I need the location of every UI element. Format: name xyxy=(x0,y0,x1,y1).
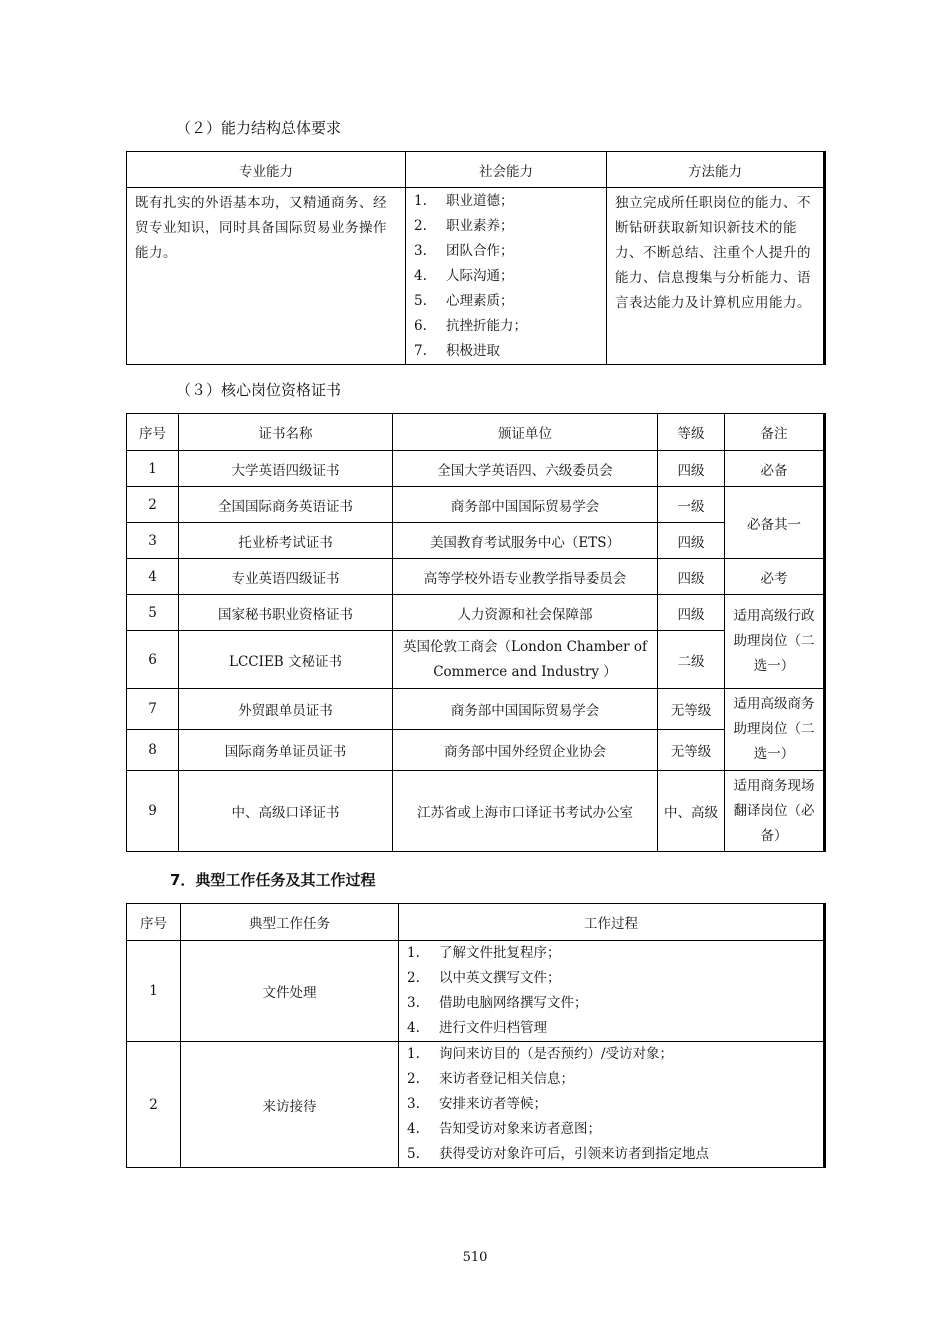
process-list xyxy=(399,1042,823,1167)
table-row: 2 全国国际商务英语证书 商务部中国国际贸易学会 一级 必备其一 xyxy=(127,487,825,523)
list-item: 7. 积极进取 xyxy=(414,343,500,359)
list-item: 1. 询问来访目的（是否预约）/受访对象； xyxy=(407,1046,674,1062)
list-item: 4. 告知受访对象来访者意图； xyxy=(407,1121,601,1137)
social-ability-list xyxy=(406,188,606,364)
list-item: 2. 以中英文撰写文件； xyxy=(407,970,561,986)
section3-heading: （３）核心岗位资格证书 xyxy=(176,381,342,399)
table-row: 5 国家秘书职业资格证书 人力资源和社会保障部 四级 适用高级行政助理岗位（二选一） xyxy=(127,595,825,631)
method-ability-text: 独立完成所任职岗位的能力、不断钻研获取新知识新技术的能力、不断总结、注重个人提升的能力、信息搜集与分析能力、语言表达能力及计算机应用能力。 xyxy=(615,195,811,311)
professional-ability-text: 既有扎实的外语基本功，又精通商务、经贸专业知识，同时具备国际贸易业务操作能力。 xyxy=(135,195,387,261)
ability-table xyxy=(126,151,826,365)
header-notes: 备注 xyxy=(725,414,825,451)
page-number: 510 xyxy=(462,1250,488,1265)
list-item: 2. 职业素养； xyxy=(414,218,514,234)
list-item: 2. 来访者登记相关信息； xyxy=(407,1071,574,1087)
note-cell: 适用高级行政助理岗位（二选一） xyxy=(733,608,815,674)
list-item: 6. 抗挫折能力； xyxy=(414,318,527,334)
list-item: 1. 了解文件批复程序； xyxy=(407,945,561,961)
section7-heading: 7．典型工作任务及其工作过程 xyxy=(170,871,376,889)
task-table xyxy=(126,903,826,1168)
certificate-table xyxy=(126,413,826,852)
list-item: 3. 团队合作； xyxy=(414,243,514,259)
header-issuer: 颁证单位 xyxy=(393,414,658,451)
header-social: 社会能力 xyxy=(406,152,607,188)
note-cell: 适用商务现场翻译岗位（必备） xyxy=(733,777,815,844)
header-no: 序号 xyxy=(127,414,179,451)
list-item: 4. 进行文件归档管理 xyxy=(407,1020,547,1036)
table-row: 3 托业桥考试证书 美国教育考试服务中心（ETS） 四级 xyxy=(127,523,825,559)
list-item: 3. 借助电脑网络撰写文件； xyxy=(407,995,588,1011)
note-cell: 必备其一 xyxy=(725,487,825,559)
header-level: 等级 xyxy=(658,414,725,451)
table-row: 1 大学英语四级证书 全国大学英语四、六级委员会 四级 必备 xyxy=(127,451,825,487)
header-task: 典型工作任务 xyxy=(181,904,399,941)
process-list xyxy=(399,941,823,1041)
note-cell: 必备 xyxy=(725,451,825,487)
list-item: 5. 获得受访对象许可后，引领来访者到指定地点 xyxy=(407,1146,709,1162)
list-item: 1. 职业道德； xyxy=(414,193,514,209)
table-row: 7 外贸跟单员证书 商务部中国国际贸易学会 无等级 适用高级商务助理岗位（二选一） xyxy=(127,689,825,730)
table-row: 9 中、高级口译证书 江苏省或上海市口译证书考试办公室 中、高级 适用商务现场翻译岗位（必备） xyxy=(127,771,825,852)
table-row: 2 来访接待 1. 询问来访目的（是否预约）/受访对象； 2. 来访者登记相关信息； 3. 安排来访者等候； 4. 告知受访对象来访者意图； 5. 获得受访对象许可后，引领来访者到指定地点 xyxy=(127,1042,825,1168)
note-cell: 必考 xyxy=(725,559,825,595)
header-professional: 专业能力 xyxy=(127,152,406,188)
list-item: 5. 心理素质； xyxy=(414,293,514,309)
table-row: 8 国际商务单证员证书 商务部中国外经贸企业协会 无等级 xyxy=(127,730,825,771)
list-item: 3. 安排来访者等候； xyxy=(407,1096,547,1112)
header-process: 工作过程 xyxy=(399,904,825,941)
list-item: 4. 人际沟通； xyxy=(414,268,514,284)
note-cell: 适用高级商务助理岗位（二选一） xyxy=(733,696,815,762)
header-no: 序号 xyxy=(127,904,181,941)
table-row: 4 专业英语四级证书 高等学校外语专业教学指导委员会 四级 必考 xyxy=(127,559,825,595)
header-cert-name: 证书名称 xyxy=(179,414,393,451)
table-row: 6 LCCIEB 文秘证书 英国伦敦工商会（London Chamber of Commerce and Industry ） 二级 xyxy=(127,631,825,689)
table-row: 1 文件处理 1. 了解文件批复程序； 2. 以中英文撰写文件； 3. 借助电脑网络撰写文件； 4. 进行文件归档管理 xyxy=(127,941,825,1042)
header-method: 方法能力 xyxy=(607,152,825,188)
section2-heading: （２）能力结构总体要求 xyxy=(176,119,342,137)
